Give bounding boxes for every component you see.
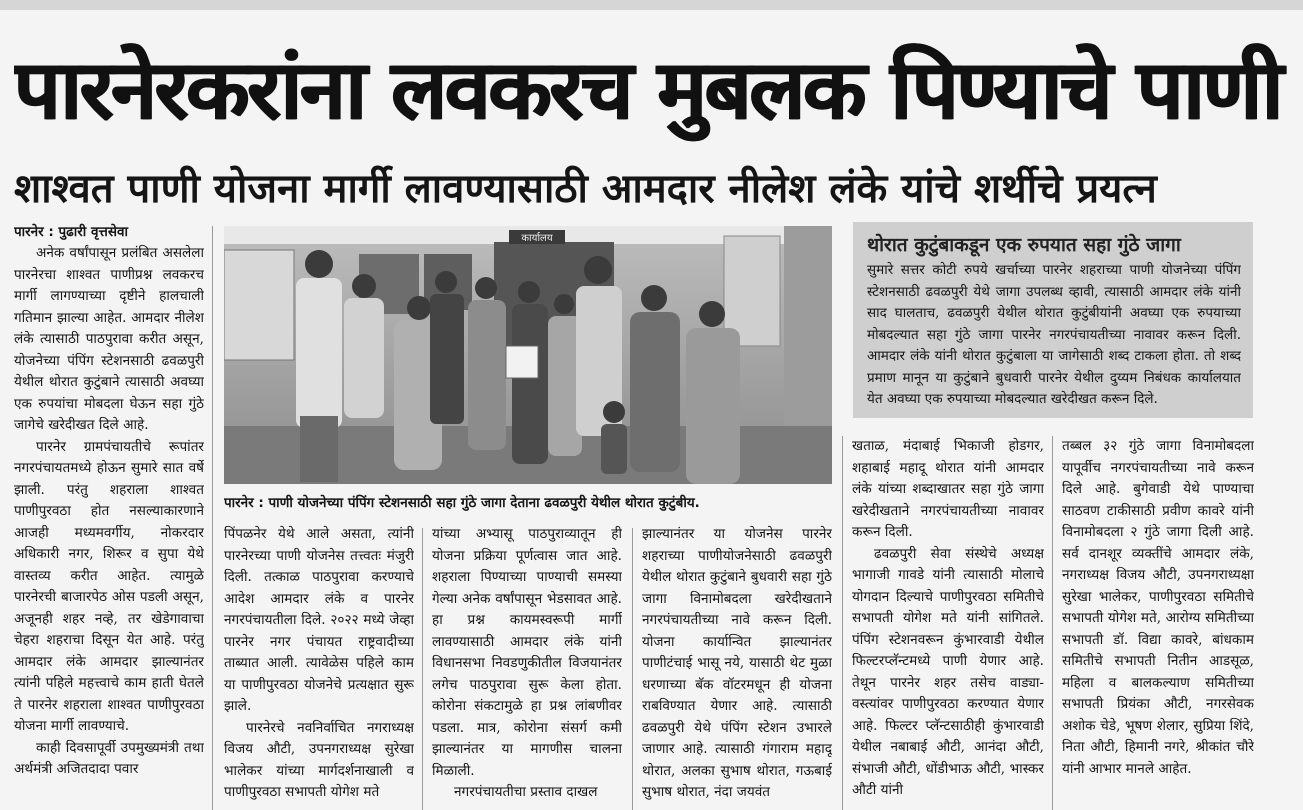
paragraph: नगरपंचायतीचा प्रस्ताव दाखल [454, 784, 598, 800]
paragraph: ढवळपुरी सेवा संस्थेचे अध्यक्ष भागाजी गावडे यांनी त्यासाठी मोलाचे योगदान दिल्याचे पाणीपुरवठा समितीचे सभापती योगेश मते यांनी सांगितले. पंपिंग स्टेशनवरून कुंभारवाडी येथील फिल्टरप्लॅन्टमध्ये पाणी येणार आहे. तेथून पारनेर शहर तसेच वाड्या-वस्त्यांवर पाणीपुरवठा करण्यात येणार आहे. फिल्टर प्लॅन्टसाठीही कुंभारवाडी येथील नबाबाई औटी, आनंदा औटी, संभाजी औटी, धोंडीभाऊ औटी, भास्कर औटी यांनी [852, 545, 1044, 798]
photo-illustration [224, 226, 832, 484]
dateline: पारनेर : पुढारी वृत्तसेवा [14, 224, 128, 240]
article-column-2 [224, 524, 414, 810]
paragraph: काही दिवसापूर्वी उपमुख्यमंत्री तथा अर्थमंत्री अजितदादा पवार [14, 739, 204, 777]
paragraph: तब्बल ३२ गुंठे जागा विनामोबदला यापूर्वीच नगरपंचायतीच्या नावे करून दिले आहे. बुगेवाडी येथे पाण्याचा साठवण टाकीसाठी प्रवीण कावरे यांनी विनामोबदला २ गुंठे जागा दिली आहे. सर्व दानशूर व्यक्तींचे आमदार लंके, नगराध्यक्ष विजय औटी, उपनगराध्यक्षा सुरेखा भालेकर, पाणीपुरवठा समितीचे सभापती योगेश मते, आरोग्य समितीच्या सभापती डॉ. विद्या कावरे, बांधकाम समितीचे सभापती नितीन आडसूळ, महिला व बालकल्याण समितीच्या सभापती प्रियंका औटी, नगरसेवक अशोक चेडे, भूषण शेलार, सुप्रिया शिंदे, निता औटी, हिमानी नगरे, श्रीकांत चौरे यांनी आभार मानले आहेत. [1062, 438, 1254, 777]
headline: पारनेरकरांना लवकरच मुबलक पिण्याचे पाणी [14, 43, 1282, 138]
column-divider [212, 226, 213, 810]
sidebar-body: सुमारे सत्तर कोटी रुपये खर्चाच्या पारनेर शहराच्या पाणी योजनेच्या पंपिंग स्टेशनसाठी ढवळपुरी येथे जागा उपलब्ध व्हावी, त्यासाठी आमदार लंके यांनी साद घालताच, ढवळपुरी येथील थोरात कुटुंबीयांनी अवघ्या एक रुपयाच्या मोबदल्यात सहा गुंठे जागा पारनेर नगरपंचायतीच्या नावावर करून दिली. आमदार लंके यांनी थोरात कुटुंबाला या जागेसाठी शब्द टाकला होता. तो शब्द प्रमाण मानून या कुटुंबाने बुधवारी पारनेर येथील दुय्यम निबंधक कार्यालयात येत अवघ्या एक रुपयाच्या मोबदल्यात खरेदीखत करून दिले. [867, 262, 1241, 407]
news-photo [224, 226, 832, 484]
column-divider [422, 528, 423, 810]
paragraph: यांच्या अभ्यासू पाठपुराव्यातून ही योजना प्रक्रिया पूर्णत्वास जात आहे. शहराला पिण्याच्या पाण्याची समस्या गेल्या अनेक वर्षांपासून भेडसावत आहे. हा प्रश्न कायमस्वरूपी मार्गी लावण्यासाठी आमदार लंके यांनी विधानसभा निवडणुकीतील विजयानंतर लगेच पाठपुरावा सुरू केला होता. कोरोना संकटामुळे हा प्रश्न लांबणीवर पडला. मात्र, कोरोना संसर्ग कमी झाल्यानंतर या मागणीस चालना मिळाली. [432, 526, 622, 779]
article-column-5 [852, 436, 1044, 810]
office-sign: कार्यालय [521, 233, 553, 244]
subheadline: शाश्वत पाणी योजना मार्गी लावण्यासाठी आमदार नीलेश लंके यांचे शर्थीचे प्रयत्न [14, 166, 1157, 212]
paragraph: झाल्यानंतर या योजनेस पारनेर शहराच्या पाणीयोजनेसाठी ढवळपुरी येथील थोरात कुटुंबाने बुधवारी सहा गुंठे जागा विनामोबदला खरेदीखताने नगरपंचायतीच्या नावे करून दिली. योजना कार्यान्वित झाल्यानंतर पाणीटंचाई भासू नये, यासाठी थेट मुळा धरणाच्या बॅक वॉटरमधून ही योजना राबविण्यात येणार आहे. त्यासाठी ढवळपुरी येथे पंपिंग स्टेशन उभारले जाणार आहे. त्यासाठी गंगाराम महादू थोरात, अलका सुभाष थोरात, गऊबाई सुभाष थोरात, नंदा जयवंत [642, 526, 832, 800]
paragraph: अनेक वर्षांपासून प्रलंबित असलेला पारनेरचा शाश्वत पाणीप्रश्न लवकरच मार्गी लागण्याच्या दृष्टीने हालचाली गतिमान झाल्या आहेत. आमदार नीलेश लंके त्यासाठी पाठपुरावा करीत असून, योजनेच्या पंपिंग स्टेशनसाठी ढवळपुरी येथील थोरात कुटुंबाने त्यासाठी अवघ्या एक रुपयांचा मोबदला घेऊन सहा गुंठे जागेचे खरेदीखत दिले आहे. [14, 245, 204, 433]
article-column-6 [1062, 436, 1254, 810]
column-divider [842, 436, 843, 810]
photo-caption: पारनेर : पाणी योजनेच्या पंपिंग स्टेशनसाठी सहा गुंठे जागा देताना ढवळपुरी येथील थोरात कुटुंबीय. [224, 495, 700, 511]
paragraph: पारनेर ग्रामपंचायतीचे रूपांतर नगरपंचायतमध्ये होऊन सुमारे सात वर्षे झाली. परंतु शहराला शाश्वत पाणीपुरवठा होत नसल्याकारणाने आजही मध्यमवर्गीय, नोकरदार अधिकारी नगर, शिरूर व सुपा येथे वास्तव्य करीत आहेत. त्यामुळे पारनेरची बाजारपेठ ओस पडली असून, अजूनही शहर नव्हे, तर खेडेगावाचा चेहरा शहराचा दिसून येत आहे. परंतु आमदार लंके आमदार झाल्यानंतर त्यांनी पहिले महत्त्वाचे काम हाती घेतले ते पारनेर शहराला शाश्वत पाणीपुरवठा योजना मार्गी लावण्याचे. [14, 438, 204, 734]
sidebar-title: थोरात कुटुंबाकडून एक रुपयात सहा गुंठे जागा [867, 234, 1181, 256]
paragraph: पारनेरचे नवनिर्वाचित नगराध्यक्ष विजय औटी, उपनगराध्यक्ष सुरेखा भालेकर यांच्या मार्गदर्शनाखाली व पाणीपुरवठा सभापती योगेश मते [224, 719, 414, 800]
article-column-1 [14, 222, 204, 810]
article-column-4 [642, 524, 832, 810]
column-divider [1052, 436, 1053, 810]
paragraph: पिंपळनेर येथे आले असता, त्यांनी पारनेरच्या पाणी योजनेस तत्त्वतः मंजुरी दिली. तत्काळ पाठपुरावा करण्याचे आदेश आमदार लंके व पारनेर नगरपंचायतीला दिले. २०२२ मध्ये जेव्हा पारनेर नगर पंचायत राष्ट्रवादीच्या ताब्यात आली. त्यावेळेस पहिले काम या पाणीपुरवठा योजनेचे प्रत्यक्षात सुरू झाले. [224, 526, 414, 714]
paragraph: खताळ, मंदाबाई भिकाजी होडगर, शहाबाई महादू थोरात यांनी आमदार लंके यांच्या शब्दाखातर सहा गुंठे जागा खरेदीखताने नगरपंचायतीच्या नावावर करून दिली. [852, 438, 1044, 540]
article-column-3 [432, 524, 622, 810]
column-divider [632, 528, 633, 810]
top-strip [0, 0, 1303, 10]
sidebar-box [853, 222, 1253, 418]
